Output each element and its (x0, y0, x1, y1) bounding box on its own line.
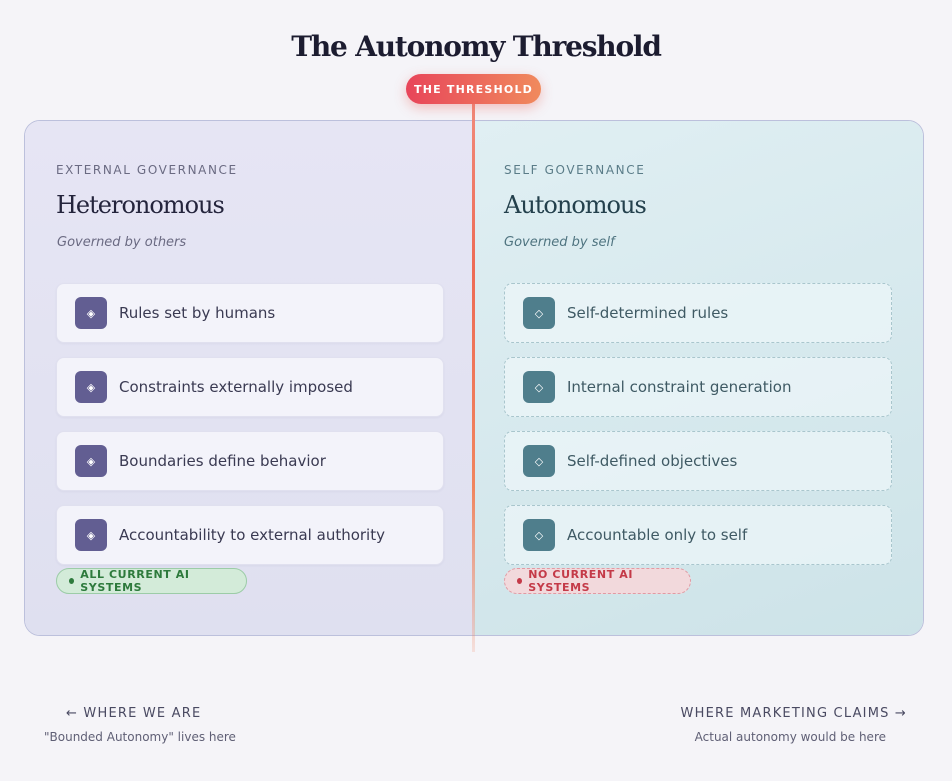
self-governance-column (474, 121, 923, 635)
section-label: SELF GOVERNANCE (504, 163, 646, 177)
section-label: EXTERNAL GOVERNANCE (56, 163, 238, 177)
where-marketing-claims-label: WHERE MARKETING CLAIMS → (680, 706, 907, 721)
diamond-filled-icon: ◈ (75, 371, 107, 403)
list-item (56, 505, 444, 565)
list-item-label: Accountable only to self (567, 526, 748, 544)
list-item (56, 357, 444, 417)
threshold-badge: THE THRESHOLD (406, 74, 541, 104)
diamond-outline-icon: ◇ (523, 519, 555, 551)
diamond-outline-icon: ◇ (523, 445, 555, 477)
column-heading: Autonomous (504, 191, 646, 219)
diamond-outline-icon: ◇ (523, 297, 555, 329)
status-badge (56, 568, 247, 594)
diamond-filled-icon: ◈ (75, 445, 107, 477)
status-dot-icon (517, 578, 522, 584)
threshold-divider-line (472, 104, 475, 652)
list-item-label: Self-defined objectives (567, 452, 738, 470)
page-title: The Autonomy Threshold (291, 30, 661, 63)
column-subtitle: Governed by others (57, 235, 187, 250)
diamond-filled-icon: ◈ (75, 519, 107, 551)
where-we-are-label: ← WHERE WE ARE (66, 706, 202, 721)
list-item (56, 283, 444, 343)
column-subtitle: Governed by self (504, 235, 615, 250)
diamond-filled-icon: ◈ (75, 297, 107, 329)
list-item (504, 357, 892, 417)
status-badge (504, 568, 691, 594)
where-we-are-note: "Bounded Autonomy" lives here (44, 730, 236, 744)
status-dot-icon (69, 578, 74, 584)
list-item (56, 431, 444, 491)
diamond-outline-icon: ◇ (523, 371, 555, 403)
status-badge-label: ALL CURRENT AI SYSTEMS (80, 568, 190, 594)
where-marketing-claims-note: Actual autonomy would be here (694, 730, 886, 744)
list-item (504, 505, 892, 565)
list-item (504, 283, 892, 343)
list-item-label: Rules set by humans (119, 304, 276, 322)
list-item-label: Self-determined rules (567, 304, 729, 322)
list-item-label: Accountability to external authority (119, 526, 385, 544)
column-heading: Heteronomous (56, 191, 224, 219)
list-item-label: Internal constraint generation (567, 378, 792, 396)
external-governance-column (25, 121, 474, 635)
list-item (504, 431, 892, 491)
status-badge-label: NO CURRENT AI SYSTEMS (528, 568, 634, 594)
list-item-label: Constraints externally imposed (119, 378, 353, 396)
list-item-label: Boundaries define behavior (119, 452, 326, 470)
